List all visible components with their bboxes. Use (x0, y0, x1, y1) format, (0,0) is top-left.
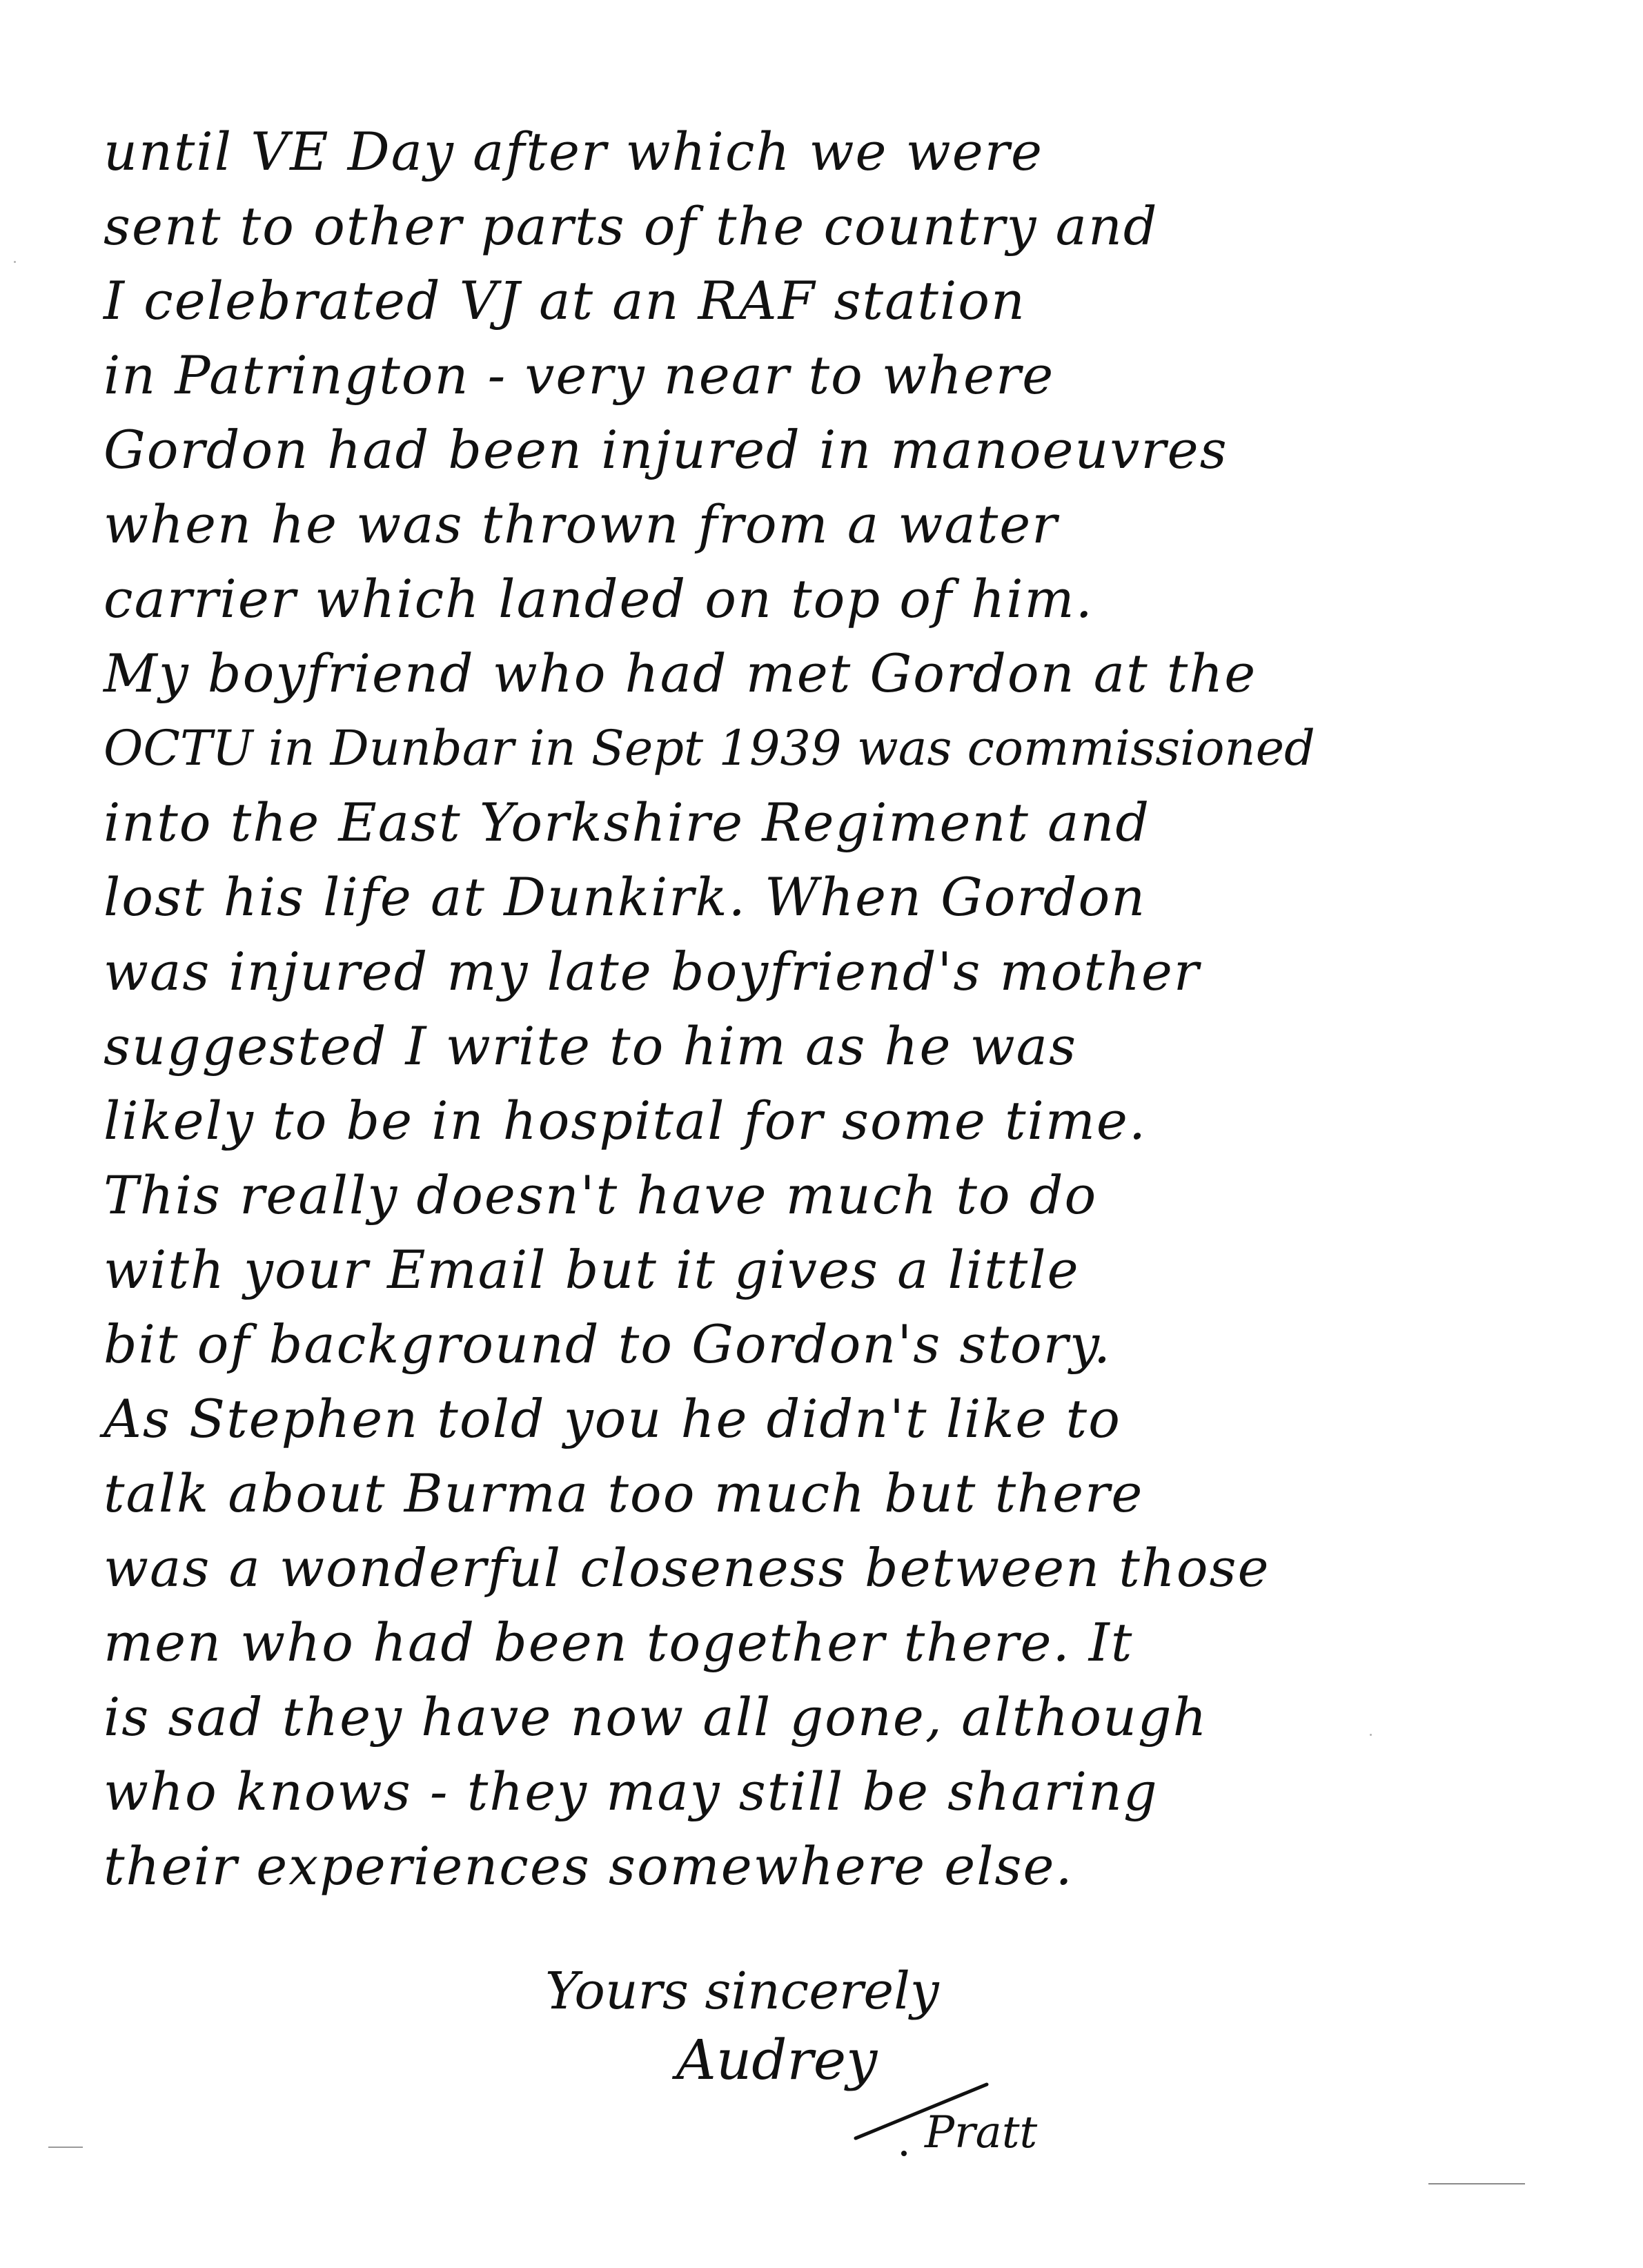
letter-line: likely to be in hospital for some time. (104, 1090, 1148, 1151)
letter-line: their experiences somewhere else. (104, 1835, 1074, 1897)
letter-line: when he was thrown from a water (104, 493, 1059, 555)
letter-line: Gordon had been injured in manoeuvres (104, 419, 1228, 480)
signature (676, 2022, 1159, 2202)
letter-line: who knows - they may still be sharing (104, 1761, 1159, 1822)
scan-artifact (14, 261, 16, 263)
letter-line: talk about Burma too much but there (104, 1463, 1144, 1524)
letter-line: sent to other parts of the country and (104, 195, 1159, 257)
signature-flourish-icon (676, 2022, 1159, 2202)
signature-last-name: Pratt (925, 2107, 1038, 2158)
closing-salutation: Yours sincerely (545, 1962, 939, 2021)
letter-line: with your Email but it gives a little (104, 1239, 1080, 1300)
letter-line: was a wonderful closeness between those (104, 1537, 1270, 1599)
letter-line: bit of background to Gordon's story. (104, 1313, 1112, 1375)
letter-line: into the East Yorkshire Regiment and (104, 792, 1151, 853)
letter-line: OCTU in Dunbar in Sept 1939 was commissioned (104, 720, 1315, 776)
letter-line: is sad they have now all gone, although (104, 1686, 1208, 1748)
letter-line: was injured my late boyfriend's mother (104, 941, 1201, 1002)
letter-line: men who had been together there. It (104, 1612, 1134, 1673)
letter-line: lost his life at Dunkirk. When Gordon (104, 866, 1147, 928)
scan-artifact (48, 2147, 83, 2148)
letter-line: in Patrington - very near to where (104, 344, 1055, 406)
letter-line: I celebrated VJ at an RAF station (104, 270, 1026, 331)
letter-line: My boyfriend who had met Gordon at the (104, 643, 1257, 704)
scan-artifact (1428, 2183, 1525, 2184)
letter-line: carrier which landed on top of him. (104, 568, 1094, 629)
letter-line: until VE Day after which we were (104, 121, 1044, 182)
letter-line: suggested I write to him as he was (104, 1015, 1077, 1077)
signature-first-name: Audrey (676, 2028, 878, 2092)
scan-artifact (1370, 1734, 1372, 1736)
letter-line: This really doesn't have much to do (104, 1164, 1098, 1226)
letter-line: As Stephen told you he didn't like to (104, 1388, 1121, 1449)
